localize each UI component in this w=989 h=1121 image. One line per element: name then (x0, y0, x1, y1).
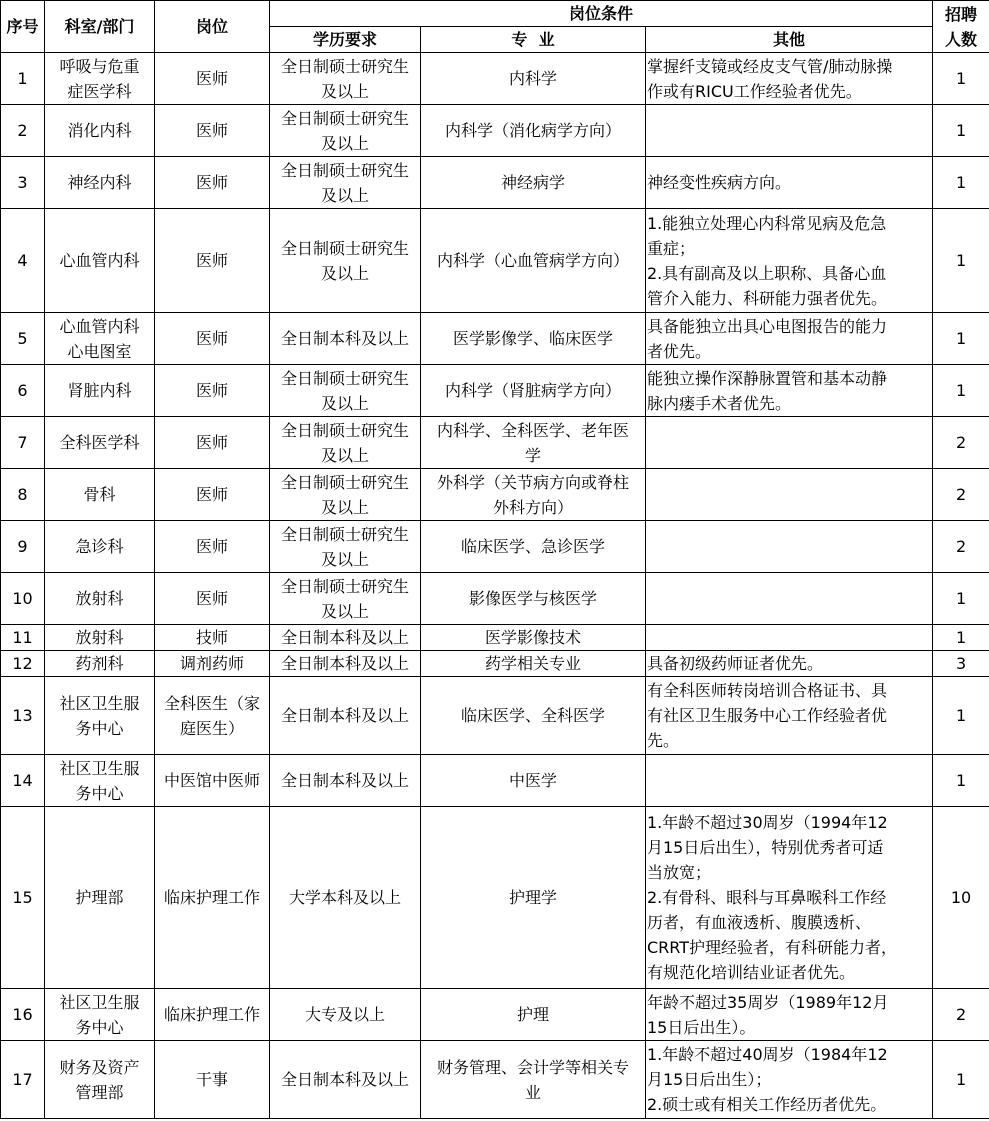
table-row-15 (1, 807, 989, 989)
cell-education: 全日制本科及以上 (270, 1041, 421, 1119)
cell-major: 神经病学 (421, 157, 646, 209)
cell-major: 护理 (421, 989, 646, 1041)
cell-post: 医师 (155, 573, 270, 625)
cell-seq: 8 (1, 469, 45, 521)
cell-seq: 2 (1, 105, 45, 157)
cell-major: 影像医学与核医学 (421, 573, 646, 625)
header-count: 招聘 人数 (933, 1, 989, 53)
cell-count: 1 (933, 105, 989, 157)
cell-dept: 全科医学科 (45, 417, 155, 469)
cell-post: 医师 (155, 521, 270, 573)
cell-dept: 神经内科 (45, 157, 155, 209)
cell-count: 10 (933, 807, 989, 989)
cell-education: 全日制硕士研究生 及以上 (270, 53, 421, 105)
cell-major: 临床医学、全科医学 (421, 677, 646, 755)
cell-other (646, 105, 933, 157)
cell-post: 临床护理工作 (155, 989, 270, 1041)
header-seq: 序号 (1, 1, 45, 53)
cell-seq: 13 (1, 677, 45, 755)
cell-seq: 3 (1, 157, 45, 209)
cell-seq: 6 (1, 365, 45, 417)
cell-other: 具备初级药师证者优先。 (646, 651, 933, 677)
cell-dept: 急诊科 (45, 521, 155, 573)
cell-education: 全日制硕士研究生 及以上 (270, 105, 421, 157)
cell-other: 神经变性疾病方向。 (646, 157, 933, 209)
cell-post: 全科医生（家 庭医生） (155, 677, 270, 755)
cell-other: 具备能独立出具心电图报告的能力 者优先。 (646, 313, 933, 365)
table-row-17 (1, 1041, 989, 1119)
table-row-9 (1, 521, 989, 573)
cell-education: 大专及以上 (270, 989, 421, 1041)
table-row-2 (1, 105, 989, 157)
cell-post: 临床护理工作 (155, 807, 270, 989)
cell-count: 1 (933, 625, 989, 651)
table-body (1, 53, 989, 1119)
cell-seq: 15 (1, 807, 45, 989)
table-row-3 (1, 157, 989, 209)
cell-dept: 社区卫生服 务中心 (45, 989, 155, 1041)
cell-seq: 16 (1, 989, 45, 1041)
cell-major: 内科学（消化病学方向） (421, 105, 646, 157)
cell-post: 医师 (155, 105, 270, 157)
cell-post: 医师 (155, 469, 270, 521)
cell-count: 1 (933, 313, 989, 365)
cell-seq: 12 (1, 651, 45, 677)
header-conditions: 岗位条件 (270, 1, 933, 27)
cell-major: 内科学 (421, 53, 646, 105)
cell-dept: 放射科 (45, 625, 155, 651)
cell-count: 2 (933, 417, 989, 469)
table-row-8 (1, 469, 989, 521)
table-row-14 (1, 755, 989, 807)
cell-other: 能独立操作深静脉置管和基本动静 脉内瘘手术者优先。 (646, 365, 933, 417)
cell-other: 1.年龄不超过30周岁（1994年12 月15日后出生），特别优秀者可适 当放宽； 2.有骨科、眼科与耳鼻喉科工作经 历者，有血液透析、腹膜透析、 CRRT护理经验者，有科研能力者， 有规范化培训结业证者优先。 (646, 807, 933, 989)
table-row-7 (1, 417, 989, 469)
cell-seq: 14 (1, 755, 45, 807)
cell-education: 全日制本科及以上 (270, 625, 421, 651)
cell-count: 2 (933, 521, 989, 573)
table-row-10 (1, 573, 989, 625)
cell-other: 年龄不超过35周岁（1989年12月 15日后出生）。 (646, 989, 933, 1041)
cell-seq: 17 (1, 1041, 45, 1119)
cell-major: 内科学（心血管病学方向） (421, 209, 646, 313)
cell-post: 干事 (155, 1041, 270, 1119)
cell-count: 1 (933, 573, 989, 625)
table-row-12 (1, 651, 989, 677)
cell-major: 医学影像技术 (421, 625, 646, 651)
cell-other: 有全科医师转岗培训合格证书、具 有社区卫生服务中心工作经验者优 先。 (646, 677, 933, 755)
cell-post: 调剂药师 (155, 651, 270, 677)
cell-count: 1 (933, 53, 989, 105)
cell-dept: 骨科 (45, 469, 155, 521)
cell-post: 医师 (155, 209, 270, 313)
cell-other: 1.年龄不超过40周岁（1984年12 月15日后出生）； 2.硕士或有相关工作经历者优先。 (646, 1041, 933, 1119)
cell-count: 1 (933, 1041, 989, 1119)
cell-major: 内科学、全科医学、老年医 学 (421, 417, 646, 469)
cell-post: 技师 (155, 625, 270, 651)
cell-count: 3 (933, 651, 989, 677)
cell-count: 1 (933, 677, 989, 755)
cell-count: 1 (933, 365, 989, 417)
cell-dept: 消化内科 (45, 105, 155, 157)
cell-seq: 11 (1, 625, 45, 651)
cell-dept: 放射科 (45, 573, 155, 625)
cell-education: 全日制本科及以上 (270, 755, 421, 807)
cell-post: 医师 (155, 365, 270, 417)
cell-education: 全日制硕士研究生 及以上 (270, 209, 421, 313)
cell-major: 内科学（肾脏病学方向） (421, 365, 646, 417)
table-row-1 (1, 53, 989, 105)
cell-education: 全日制硕士研究生 及以上 (270, 417, 421, 469)
cell-post: 医师 (155, 53, 270, 105)
cell-education: 大学本科及以上 (270, 807, 421, 989)
cell-major: 临床医学、急诊医学 (421, 521, 646, 573)
cell-count: 2 (933, 989, 989, 1041)
cell-count: 1 (933, 209, 989, 313)
cell-dept: 心血管内科 (45, 209, 155, 313)
cell-seq: 5 (1, 313, 45, 365)
header-post: 岗位 (155, 1, 270, 53)
cell-education: 全日制本科及以上 (270, 677, 421, 755)
cell-dept: 财务及资产 管理部 (45, 1041, 155, 1119)
table-row-16 (1, 989, 989, 1041)
cell-education: 全日制本科及以上 (270, 313, 421, 365)
cell-post: 医师 (155, 157, 270, 209)
cell-major: 医学影像学、临床医学 (421, 313, 646, 365)
cell-seq: 7 (1, 417, 45, 469)
cell-dept: 社区卫生服 务中心 (45, 755, 155, 807)
header-education: 学历要求 (270, 27, 421, 53)
cell-other (646, 417, 933, 469)
table-header (1, 1, 989, 53)
header-major: 专 业 (421, 27, 646, 53)
cell-other (646, 469, 933, 521)
cell-dept: 肾脏内科 (45, 365, 155, 417)
cell-other: 掌握纤支镜或经皮支气管/肺动脉操 作或有RICU工作经验者优先。 (646, 53, 933, 105)
table-row-13 (1, 677, 989, 755)
cell-education: 全日制硕士研究生 及以上 (270, 469, 421, 521)
table-row-4 (1, 209, 989, 313)
cell-education: 全日制硕士研究生 及以上 (270, 573, 421, 625)
cell-major: 药学相关专业 (421, 651, 646, 677)
cell-major: 中医学 (421, 755, 646, 807)
cell-other: 1.能独立处理心内科常见病及危急 重症； 2.具有副高及以上职称、具备心血 管介入能力、科研能力强者优先。 (646, 209, 933, 313)
cell-other (646, 625, 933, 651)
cell-seq: 9 (1, 521, 45, 573)
cell-other (646, 521, 933, 573)
header-dept: 科室/部门 (45, 1, 155, 53)
cell-post: 中医馆中医师 (155, 755, 270, 807)
cell-education: 全日制本科及以上 (270, 651, 421, 677)
cell-education: 全日制硕士研究生 及以上 (270, 521, 421, 573)
table-row-11 (1, 625, 989, 651)
cell-post: 医师 (155, 313, 270, 365)
cell-seq: 4 (1, 209, 45, 313)
header-other: 其他 (646, 27, 933, 53)
cell-education: 全日制硕士研究生 及以上 (270, 157, 421, 209)
cell-dept: 呼吸与危重 症医学科 (45, 53, 155, 105)
cell-seq: 1 (1, 53, 45, 105)
table-row-5 (1, 313, 989, 365)
cell-count: 2 (933, 469, 989, 521)
cell-major: 财务管理、会计学等相关专 业 (421, 1041, 646, 1119)
cell-other (646, 573, 933, 625)
cell-dept: 社区卫生服 务中心 (45, 677, 155, 755)
cell-count: 1 (933, 157, 989, 209)
cell-education: 全日制硕士研究生 及以上 (270, 365, 421, 417)
cell-dept: 护理部 (45, 807, 155, 989)
cell-dept: 药剂科 (45, 651, 155, 677)
cell-major: 护理学 (421, 807, 646, 989)
cell-major: 外科学（关节病方向或脊柱 外科方向） (421, 469, 646, 521)
cell-post: 医师 (155, 417, 270, 469)
cell-other (646, 755, 933, 807)
cell-count: 1 (933, 755, 989, 807)
cell-seq: 10 (1, 573, 45, 625)
cell-dept: 心血管内科 心电图室 (45, 313, 155, 365)
table-row-6 (1, 365, 989, 417)
